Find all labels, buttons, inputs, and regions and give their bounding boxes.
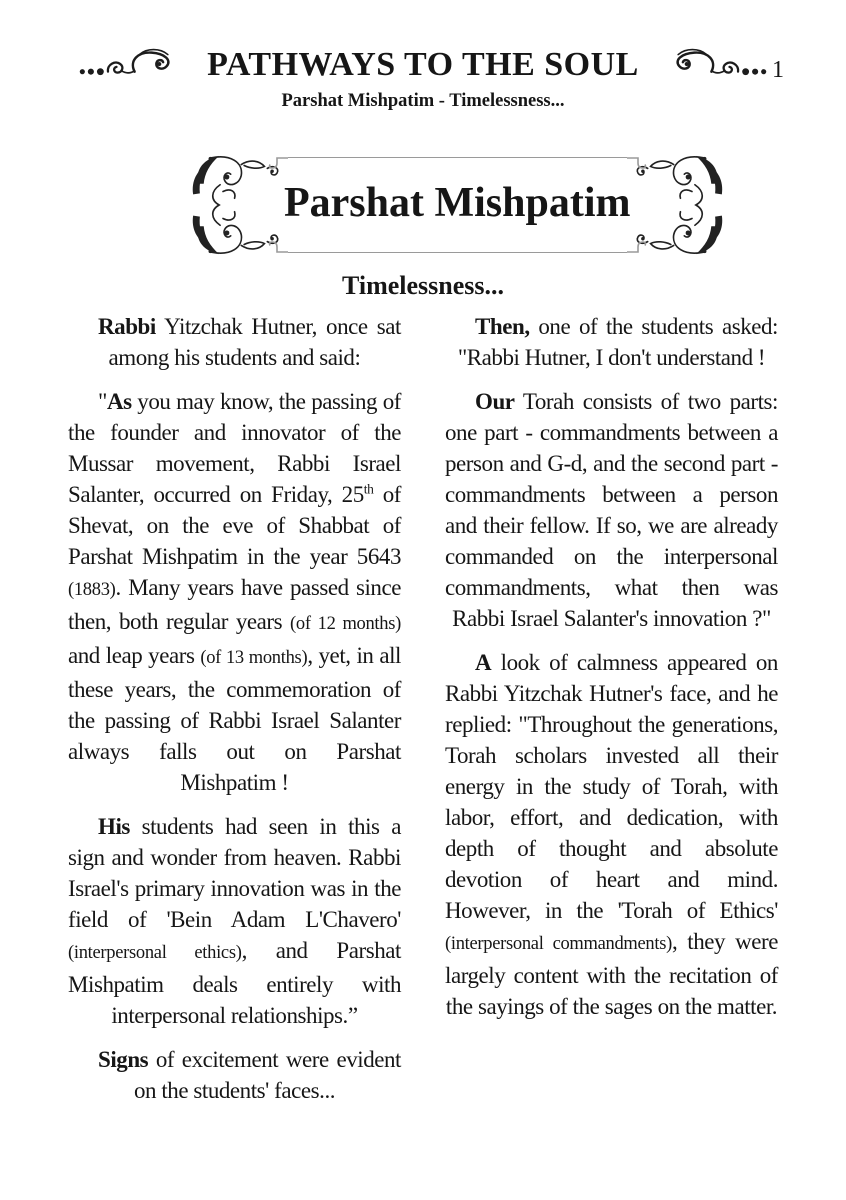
running-subtitle: Parshat Mishpatim - Timelessness... [281,91,565,111]
article-body [68,311,778,1119]
paragraph: A look of calmness appeared on Rabbi Yitzchak Hutner's face, and he replied: "Throughout the generations, Torah scholars invested all their energy in the study of Torah, with labor, effort, and dedication, with depth of thought and absolute devotion of heart and mind. However, in the 'Torah of Ethics' (interpersonal commandments), they were largely content with the recitation of the sayings of the sages on the matter. [445,650,778,1019]
section-heading: Timelessness... [341,271,505,300]
paragraph: Signs of excitement were evident on the students' faces... [98,1047,401,1103]
banner-center [282,152,633,258]
line-hook-icon [627,155,647,171]
paragraph: Then, one of the students asked: "Rabbi Hutner, I don't understand ! [457,314,778,370]
paragraph: "As you may know, the passing of the founder and innovator of the Mussar movement, Rabbi Israel Salanter, occurred on Friday, 25th of Shevat, on the eve of Shabbat of Parshat Mishpatim in the year 5643 (1883). Many years have passed since then, both regular years (of 12 months) and leap years (of 13 months), yet, in all these years, the commemoration of the passing of Rabbi Israel Salanter always falls out on Parshat Mishpatim ! [68,389,401,795]
line-hook-icon [268,239,288,255]
ellipsis-flourish-left-icon [75,46,197,84]
left-column [68,311,401,1119]
ellipsis-flourish-right-icon [649,46,771,84]
paragraph: Rabbi Yitzchak Hutner, once sat among his students and said: [98,314,401,370]
page-number: 1 [772,57,784,83]
frame-top-line [268,155,647,171]
paragraph: Our Torah consists of two parts: one part - commandments between a person and G-d, and the second part - commandments between a person and their fellow. If so, we are already commanded on the interpersonal commandments, what then was Rabbi Israel Salanter's innovation ?" [445,389,778,631]
paragraph: His students had seen in this a sign and wonder from heaven. Rabbi Israel's primary innovation was in the field of 'Bein Adam L'Chavero' (interpersonal ethics), and Parshat Mishpatim deals entirely with interpersonal relationships.” [68,814,401,1028]
book-title: PATHWAYS TO THE SOUL [207,46,639,83]
title-banner [190,152,656,258]
right-column [445,311,778,1119]
running-header [0,46,846,84]
frame-bottom-line [268,239,647,255]
line-hook-icon [627,239,647,255]
line-hook-icon [268,155,288,171]
parsha-title: Parshat Mishpatim [284,180,631,226]
